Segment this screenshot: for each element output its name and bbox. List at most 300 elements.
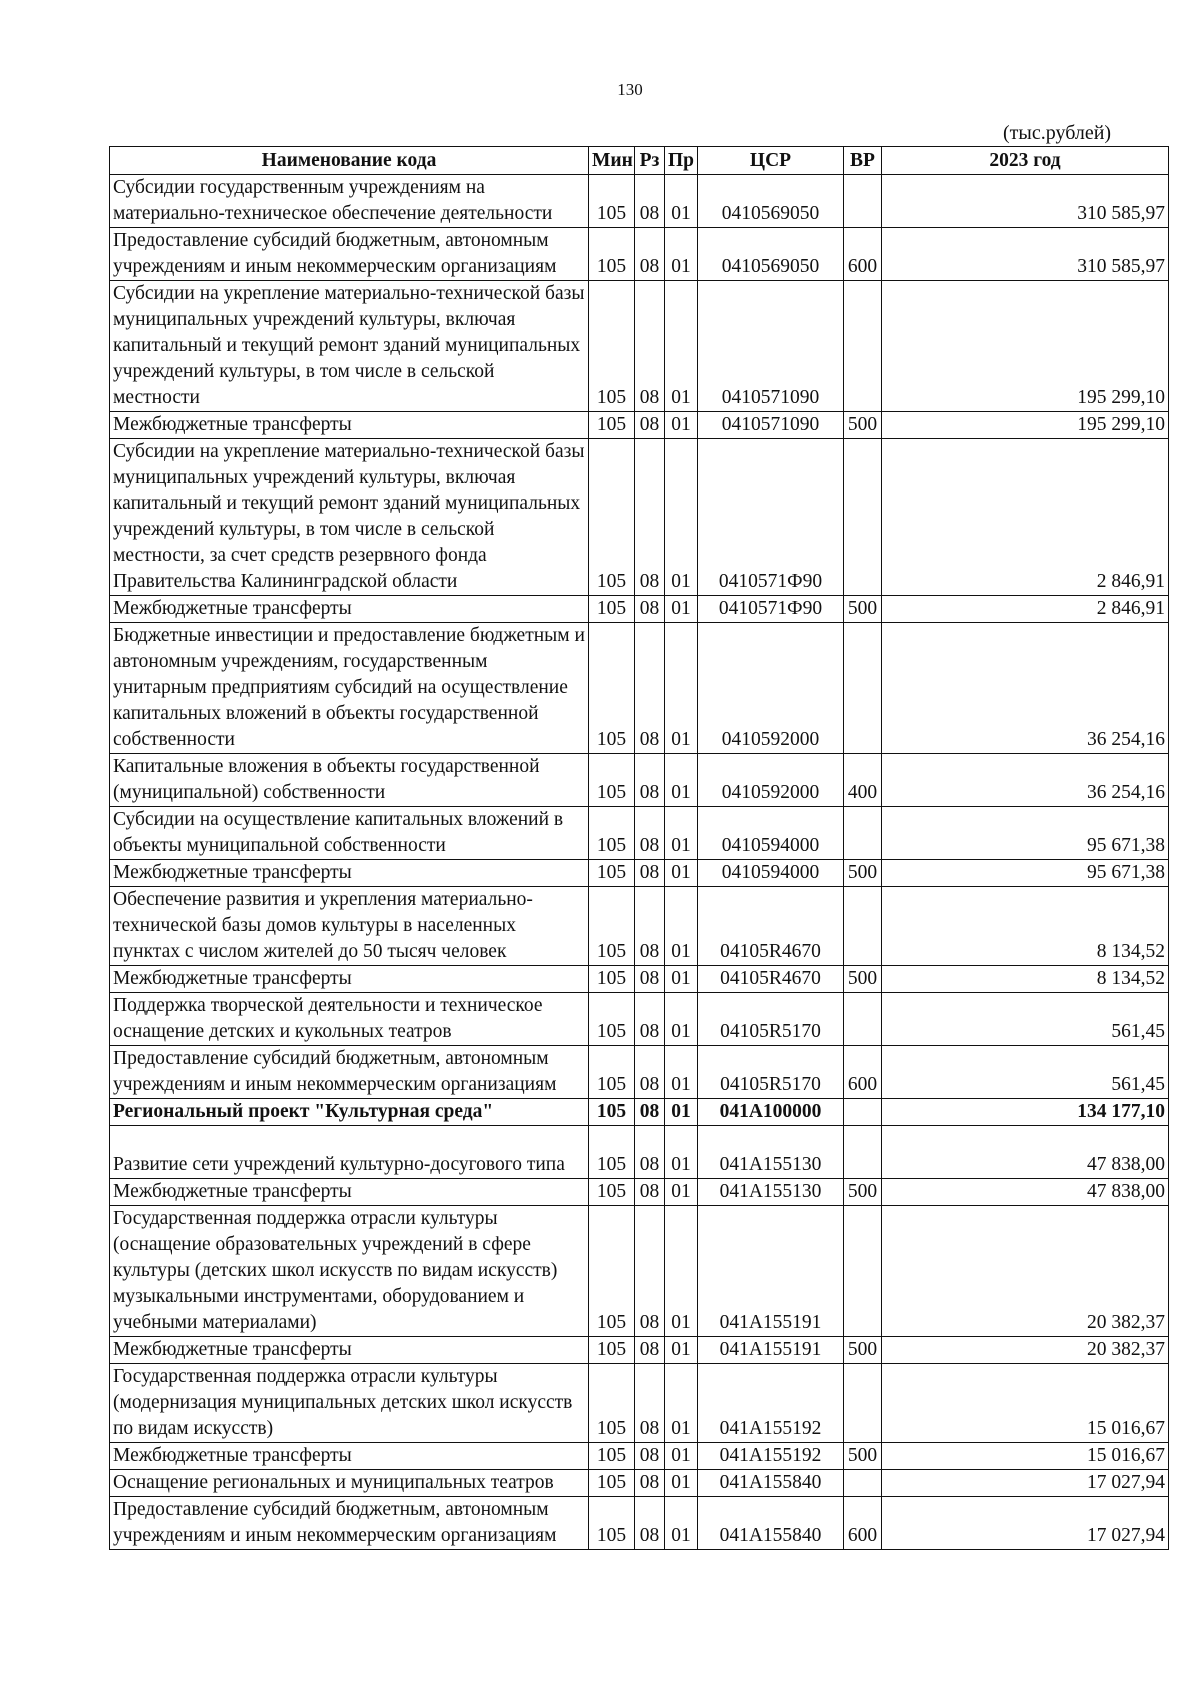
cell-min bbox=[589, 412, 635, 439]
cell-csr-text: 041A155192 bbox=[719, 1418, 822, 1439]
cell-rz-text: 08 bbox=[639, 387, 660, 408]
cell-csr-text: 0410592000 bbox=[721, 782, 820, 803]
cell-vr-text: 500 bbox=[847, 1445, 878, 1466]
cell-csr-text: 0410594000 bbox=[721, 835, 820, 856]
cell-vr bbox=[844, 1099, 882, 1126]
cell-pr bbox=[665, 412, 698, 439]
cell-pr-text: 01 bbox=[671, 1154, 691, 1175]
cell-amount-text: 195 299,10 bbox=[1077, 387, 1165, 408]
cell-min-text: 105 bbox=[596, 1074, 627, 1095]
budget-table bbox=[109, 146, 1169, 1550]
cell-rz-text: 08 bbox=[639, 1074, 660, 1095]
cell-amount-text: 15 016,67 bbox=[1087, 1418, 1165, 1439]
cell-name bbox=[110, 993, 589, 1046]
cell-amount-text: 2 846,91 bbox=[1096, 598, 1165, 619]
cell-name bbox=[110, 1046, 589, 1099]
cell-csr bbox=[698, 281, 844, 412]
header-rz: Рз bbox=[635, 147, 665, 175]
table-row bbox=[110, 1364, 1169, 1443]
cell-pr-text: 01 bbox=[671, 1525, 691, 1546]
cell-pr bbox=[665, 966, 698, 993]
table-row bbox=[110, 1126, 1169, 1179]
cell-name bbox=[110, 175, 589, 228]
cell-name-text: Региональный проект "Культурная среда" bbox=[113, 1101, 494, 1122]
cell-name-text: Обеспечение развития и укрепления материально-технической базы домов культуры в населенных пунктах с числом жителей до 50 тысяч человек bbox=[113, 889, 533, 962]
cell-min bbox=[589, 439, 635, 596]
cell-pr bbox=[665, 1099, 698, 1126]
cell-csr bbox=[698, 1443, 844, 1470]
cell-vr bbox=[844, 412, 882, 439]
cell-pr bbox=[665, 807, 698, 860]
cell-min bbox=[589, 754, 635, 807]
cell-vr-text: 500 bbox=[847, 862, 878, 883]
cell-amount bbox=[882, 1046, 1169, 1099]
cell-amount bbox=[882, 1337, 1169, 1364]
cell-csr bbox=[698, 228, 844, 281]
cell-rz-text: 08 bbox=[639, 203, 660, 224]
cell-name-text: Поддержка творческой деятельности и техническое оснащение детских и кукольных театров bbox=[113, 995, 543, 1042]
cell-amount-text: 134 177,10 bbox=[1077, 1101, 1165, 1122]
cell-pr bbox=[665, 993, 698, 1046]
cell-csr bbox=[698, 1470, 844, 1497]
cell-amount bbox=[882, 807, 1169, 860]
cell-min bbox=[589, 807, 635, 860]
cell-pr-text: 01 bbox=[671, 1101, 691, 1122]
cell-pr bbox=[665, 1046, 698, 1099]
cell-vr-text: 500 bbox=[847, 968, 878, 989]
cell-rz bbox=[635, 887, 665, 966]
cell-vr-text: 500 bbox=[847, 598, 878, 619]
cell-amount-text: 310 585,97 bbox=[1077, 256, 1165, 277]
cell-min bbox=[589, 228, 635, 281]
header-name: Наименование кода bbox=[110, 147, 589, 175]
cell-amount bbox=[882, 596, 1169, 623]
cell-rz bbox=[635, 993, 665, 1046]
cell-vr bbox=[844, 175, 882, 228]
cell-rz bbox=[635, 596, 665, 623]
table-row bbox=[110, 1206, 1169, 1337]
cell-pr-text: 01 bbox=[671, 862, 691, 883]
units-label: (тыс.рублей) bbox=[1003, 122, 1112, 144]
cell-name bbox=[110, 1364, 589, 1443]
cell-min bbox=[589, 1470, 635, 1497]
cell-csr bbox=[698, 1206, 844, 1337]
cell-name-text: Субсидии на осуществление капитальных вложений в объекты муниципальной собственности bbox=[113, 809, 564, 856]
cell-amount bbox=[882, 1099, 1169, 1126]
cell-csr bbox=[698, 1126, 844, 1179]
header-vr: ВР bbox=[844, 147, 882, 175]
cell-amount bbox=[882, 1364, 1169, 1443]
cell-name-text: Субсидии на укрепление материально-технической базы муниципальных учреждений культуры, включая капитальный и текущий ремонт зданий муниципальных учреждений культуры, в том числе в сельской местности, за счет средств резервного фонда Правительства Калининградской области bbox=[113, 441, 585, 592]
table-row bbox=[110, 596, 1169, 623]
cell-min-text: 105 bbox=[596, 862, 627, 883]
table-row bbox=[110, 412, 1169, 439]
cell-rz-text: 08 bbox=[639, 1339, 660, 1360]
cell-amount-text: 561,45 bbox=[1111, 1021, 1165, 1042]
cell-min-text: 105 bbox=[596, 1472, 627, 1493]
cell-csr bbox=[698, 966, 844, 993]
cell-csr bbox=[698, 623, 844, 754]
cell-amount bbox=[882, 887, 1169, 966]
cell-amount bbox=[882, 1206, 1169, 1337]
cell-amount bbox=[882, 754, 1169, 807]
cell-pr-text: 01 bbox=[671, 203, 691, 224]
table-row bbox=[110, 439, 1169, 596]
cell-rz-text: 08 bbox=[639, 1445, 660, 1466]
cell-name bbox=[110, 1443, 589, 1470]
cell-pr bbox=[665, 1337, 698, 1364]
cell-min-text: 105 bbox=[596, 387, 627, 408]
table-row bbox=[110, 1046, 1169, 1099]
cell-pr-text: 01 bbox=[671, 1472, 691, 1493]
cell-name-text: Субсидии на укрепление материально-технической базы муниципальных учреждений культуры, включая капитальный и текущий ремонт зданий муниципальных учреждений культуры, в том числе в сельской местности bbox=[113, 283, 585, 408]
cell-amount-text: 2 846,91 bbox=[1096, 571, 1165, 592]
cell-csr-text: 0410571090 bbox=[721, 414, 820, 435]
cell-min-text: 105 bbox=[596, 1525, 627, 1546]
cell-csr bbox=[698, 596, 844, 623]
cell-name-text: Межбюджетные трансферты bbox=[113, 414, 352, 435]
table-row bbox=[110, 807, 1169, 860]
cell-name-text: Межбюджетные трансферты bbox=[113, 598, 352, 619]
table-row bbox=[110, 1179, 1169, 1206]
cell-name bbox=[110, 281, 589, 412]
cell-min bbox=[589, 281, 635, 412]
cell-name bbox=[110, 412, 589, 439]
cell-rz bbox=[635, 175, 665, 228]
cell-name-text: Оснащение региональных и муниципальных театров bbox=[113, 1472, 554, 1493]
cell-rz-text: 08 bbox=[639, 256, 660, 277]
header-pr: Пр bbox=[665, 147, 698, 175]
cell-vr-text: 400 bbox=[847, 782, 878, 803]
cell-rz bbox=[635, 1126, 665, 1179]
cell-pr bbox=[665, 887, 698, 966]
cell-vr bbox=[844, 807, 882, 860]
cell-min-text: 105 bbox=[596, 1021, 627, 1042]
cell-csr-text: 041A155840 bbox=[719, 1525, 822, 1546]
cell-min-text: 105 bbox=[596, 598, 627, 619]
cell-min bbox=[589, 1046, 635, 1099]
cell-csr-text: 0410571Ф90 bbox=[718, 571, 823, 592]
cell-pr bbox=[665, 1179, 698, 1206]
cell-amount bbox=[882, 993, 1169, 1046]
header-csr: ЦСР bbox=[698, 147, 844, 175]
cell-amount bbox=[882, 439, 1169, 596]
cell-min bbox=[589, 1443, 635, 1470]
cell-pr bbox=[665, 623, 698, 754]
cell-vr bbox=[844, 1364, 882, 1443]
cell-amount bbox=[882, 281, 1169, 412]
cell-vr-text: 600 bbox=[847, 1074, 878, 1095]
cell-min bbox=[589, 966, 635, 993]
cell-vr bbox=[844, 860, 882, 887]
cell-name-text: Государственная поддержка отрасли культуры (оснащение образовательных учреждений в сфере культуры (детских школ искусств по видам искусств) музыкальными инструментами, оборудованием и учебными материалами) bbox=[113, 1208, 558, 1333]
cell-rz-text: 08 bbox=[639, 941, 660, 962]
cell-rz-text: 08 bbox=[639, 1181, 660, 1202]
cell-rz-text: 08 bbox=[639, 1525, 660, 1546]
cell-name-text: Субсидии государственным учреждениям на материально-техническое обеспечение деятельности bbox=[113, 177, 553, 224]
cell-name bbox=[110, 228, 589, 281]
cell-csr bbox=[698, 175, 844, 228]
cell-name bbox=[110, 1179, 589, 1206]
cell-rz bbox=[635, 1046, 665, 1099]
cell-name-text: Предоставление субсидий бюджетным, автономным учреждениям и иным некоммерческим организациям bbox=[113, 1499, 557, 1546]
cell-min bbox=[589, 1364, 635, 1443]
cell-amount bbox=[882, 860, 1169, 887]
table-row bbox=[110, 993, 1169, 1046]
cell-rz-text: 08 bbox=[639, 414, 660, 435]
cell-name-text: Бюджетные инвестиции и предоставление бюджетным и автономным учреждениям, государственным унитарным предприятиям субсидий на осуществление капитальных вложений в объекты государственной собственности bbox=[113, 625, 585, 750]
cell-name-text: Межбюджетные трансферты bbox=[113, 1181, 352, 1202]
cell-pr bbox=[665, 1364, 698, 1443]
cell-pr-text: 01 bbox=[671, 598, 691, 619]
cell-csr-text: 0410594000 bbox=[721, 862, 820, 883]
cell-csr-text: 0410569050 bbox=[721, 256, 820, 277]
cell-min-text: 105 bbox=[596, 1445, 627, 1466]
cell-min-text: 105 bbox=[596, 835, 627, 856]
cell-vr bbox=[844, 1126, 882, 1179]
cell-amount-text: 17 027,94 bbox=[1087, 1525, 1165, 1546]
table-row bbox=[110, 1497, 1169, 1550]
cell-pr bbox=[665, 754, 698, 807]
cell-min-text: 105 bbox=[596, 941, 627, 962]
cell-min bbox=[589, 993, 635, 1046]
cell-pr bbox=[665, 1126, 698, 1179]
cell-csr-text: 041A155130 bbox=[719, 1154, 822, 1175]
cell-rz-text: 08 bbox=[639, 1418, 660, 1439]
cell-csr bbox=[698, 412, 844, 439]
cell-amount-text: 47 838,00 bbox=[1087, 1154, 1165, 1175]
cell-pr bbox=[665, 439, 698, 596]
cell-min bbox=[589, 1179, 635, 1206]
cell-rz bbox=[635, 1364, 665, 1443]
cell-amount bbox=[882, 412, 1169, 439]
cell-csr-text: 0410571Ф90 bbox=[718, 598, 823, 619]
cell-pr bbox=[665, 596, 698, 623]
table-row bbox=[110, 754, 1169, 807]
cell-pr-text: 01 bbox=[671, 1418, 691, 1439]
cell-min-text: 105 bbox=[596, 782, 627, 803]
cell-name bbox=[110, 860, 589, 887]
cell-name-text: Межбюджетные трансферты bbox=[113, 1339, 352, 1360]
table-row bbox=[110, 175, 1169, 228]
cell-csr-text: 041A155840 bbox=[719, 1472, 822, 1493]
cell-pr-text: 01 bbox=[671, 941, 691, 962]
cell-pr-text: 01 bbox=[671, 1312, 691, 1333]
cell-min-text: 105 bbox=[596, 571, 627, 592]
cell-name-text: Межбюджетные трансферты bbox=[113, 862, 352, 883]
cell-name-text: Межбюджетные трансферты bbox=[113, 1445, 352, 1466]
cell-amount bbox=[882, 1497, 1169, 1550]
table-row bbox=[110, 966, 1169, 993]
cell-amount bbox=[882, 228, 1169, 281]
cell-vr bbox=[844, 1046, 882, 1099]
table-header-row bbox=[110, 147, 1169, 175]
cell-amount-text: 47 838,00 bbox=[1087, 1181, 1165, 1202]
cell-name bbox=[110, 1337, 589, 1364]
cell-amount bbox=[882, 966, 1169, 993]
cell-vr bbox=[844, 887, 882, 966]
cell-name-text: Предоставление субсидий бюджетным, автономным учреждениям и иным некоммерческим организациям bbox=[113, 1048, 557, 1095]
cell-min-text: 105 bbox=[596, 968, 627, 989]
cell-pr bbox=[665, 281, 698, 412]
cell-min-text: 105 bbox=[596, 414, 627, 435]
cell-csr-text: 041A100000 bbox=[719, 1101, 822, 1122]
cell-csr-text: 04105R5170 bbox=[720, 1021, 821, 1042]
cell-amount-text: 17 027,94 bbox=[1087, 1472, 1165, 1493]
cell-csr bbox=[698, 1364, 844, 1443]
cell-amount-text: 95 671,38 bbox=[1087, 835, 1165, 856]
table-row bbox=[110, 228, 1169, 281]
cell-rz bbox=[635, 1443, 665, 1470]
cell-min-text: 105 bbox=[596, 1339, 627, 1360]
cell-rz bbox=[635, 1497, 665, 1550]
table-row bbox=[110, 887, 1169, 966]
cell-vr bbox=[844, 439, 882, 596]
cell-rz-text: 08 bbox=[639, 1312, 660, 1333]
cell-name bbox=[110, 1099, 589, 1126]
cell-rz bbox=[635, 807, 665, 860]
cell-name bbox=[110, 596, 589, 623]
cell-rz-text: 08 bbox=[639, 598, 660, 619]
cell-min bbox=[589, 623, 635, 754]
cell-amount-text: 15 016,67 bbox=[1087, 1445, 1165, 1466]
cell-pr-text: 01 bbox=[671, 835, 691, 856]
cell-min bbox=[589, 860, 635, 887]
cell-pr-text: 01 bbox=[671, 256, 691, 277]
cell-csr bbox=[698, 1099, 844, 1126]
cell-rz-text: 08 bbox=[639, 862, 660, 883]
cell-vr-text: 500 bbox=[847, 1339, 878, 1360]
cell-amount-text: 36 254,16 bbox=[1087, 729, 1165, 750]
cell-vr bbox=[844, 1497, 882, 1550]
cell-csr-text: 041A155130 bbox=[719, 1181, 822, 1202]
cell-name-text: Развитие сети учреждений культурно-досугового типа bbox=[113, 1154, 565, 1175]
cell-vr-text: 600 bbox=[847, 256, 878, 277]
cell-vr bbox=[844, 1470, 882, 1497]
cell-min-text: 105 bbox=[596, 729, 627, 750]
cell-pr-text: 01 bbox=[671, 414, 691, 435]
header-amount: 2023 год bbox=[882, 147, 1169, 175]
cell-vr bbox=[844, 1443, 882, 1470]
cell-amount bbox=[882, 1126, 1169, 1179]
cell-rz-text: 08 bbox=[639, 835, 660, 856]
cell-min bbox=[589, 175, 635, 228]
cell-csr bbox=[698, 887, 844, 966]
cell-amount-text: 8 134,52 bbox=[1096, 941, 1165, 962]
cell-rz-text: 08 bbox=[639, 1021, 660, 1042]
cell-rz-text: 08 bbox=[639, 1101, 660, 1122]
cell-min-text: 105 bbox=[596, 1154, 627, 1175]
cell-amount bbox=[882, 623, 1169, 754]
cell-min bbox=[589, 596, 635, 623]
cell-pr bbox=[665, 175, 698, 228]
cell-vr-text: 500 bbox=[847, 414, 878, 435]
cell-rz-text: 08 bbox=[639, 1472, 660, 1493]
cell-rz bbox=[635, 860, 665, 887]
cell-csr-text: 0410592000 bbox=[721, 729, 820, 750]
cell-vr bbox=[844, 1337, 882, 1364]
cell-pr-text: 01 bbox=[671, 1181, 691, 1202]
cell-min-text: 105 bbox=[596, 1312, 627, 1333]
cell-name-text: Капитальные вложения в объекты государственной (муниципальной) собственности bbox=[113, 756, 540, 803]
cell-csr bbox=[698, 1337, 844, 1364]
cell-csr-text: 04105R4670 bbox=[720, 941, 821, 962]
cell-vr bbox=[844, 754, 882, 807]
cell-csr bbox=[698, 860, 844, 887]
cell-name bbox=[110, 754, 589, 807]
cell-name-text: Государственная поддержка отрасли культуры (модернизация муниципальных детских школ искусств по видам искусств) bbox=[113, 1366, 573, 1439]
cell-rz-text: 08 bbox=[639, 571, 660, 592]
table-row bbox=[110, 623, 1169, 754]
cell-pr bbox=[665, 1497, 698, 1550]
cell-amount-text: 20 382,37 bbox=[1087, 1312, 1165, 1333]
cell-rz bbox=[635, 1470, 665, 1497]
cell-name bbox=[110, 1126, 589, 1179]
cell-csr-text: 0410569050 bbox=[721, 203, 820, 224]
cell-csr bbox=[698, 754, 844, 807]
cell-amount-text: 95 671,38 bbox=[1087, 862, 1165, 883]
cell-csr bbox=[698, 439, 844, 596]
cell-csr-text: 04105R4670 bbox=[720, 968, 821, 989]
cell-name-text: Межбюджетные трансферты bbox=[113, 968, 352, 989]
cell-min bbox=[589, 887, 635, 966]
cell-rz bbox=[635, 623, 665, 754]
cell-name bbox=[110, 439, 589, 596]
cell-rz bbox=[635, 966, 665, 993]
cell-pr bbox=[665, 1443, 698, 1470]
cell-pr-text: 01 bbox=[671, 387, 691, 408]
cell-csr-text: 0410571090 bbox=[721, 387, 820, 408]
cell-min bbox=[589, 1099, 635, 1126]
cell-rz bbox=[635, 439, 665, 596]
cell-pr-text: 01 bbox=[671, 729, 691, 750]
cell-vr bbox=[844, 1206, 882, 1337]
cell-pr-text: 01 bbox=[671, 782, 691, 803]
cell-rz bbox=[635, 1206, 665, 1337]
table-row bbox=[110, 281, 1169, 412]
cell-name bbox=[110, 966, 589, 993]
table-row bbox=[110, 1099, 1169, 1126]
cell-rz-text: 08 bbox=[639, 1154, 660, 1175]
cell-pr-text: 01 bbox=[671, 1339, 691, 1360]
cell-pr bbox=[665, 1470, 698, 1497]
cell-rz-text: 08 bbox=[639, 729, 660, 750]
cell-vr bbox=[844, 623, 882, 754]
cell-amount bbox=[882, 1443, 1169, 1470]
cell-pr-text: 01 bbox=[671, 1021, 691, 1042]
cell-amount-text: 36 254,16 bbox=[1087, 782, 1165, 803]
cell-pr bbox=[665, 228, 698, 281]
cell-name bbox=[110, 1206, 589, 1337]
table-row bbox=[110, 1337, 1169, 1364]
cell-min-text: 105 bbox=[596, 1418, 627, 1439]
cell-min bbox=[589, 1337, 635, 1364]
cell-vr bbox=[844, 281, 882, 412]
cell-vr-text: 600 bbox=[847, 1525, 878, 1546]
cell-pr bbox=[665, 860, 698, 887]
cell-vr bbox=[844, 993, 882, 1046]
cell-amount-text: 20 382,37 bbox=[1087, 1339, 1165, 1360]
cell-name bbox=[110, 1470, 589, 1497]
cell-amount bbox=[882, 1470, 1169, 1497]
cell-min-text: 105 bbox=[596, 203, 627, 224]
table-row bbox=[110, 1443, 1169, 1470]
cell-pr bbox=[665, 1206, 698, 1337]
cell-name bbox=[110, 623, 589, 754]
page-number: 130 bbox=[617, 80, 643, 99]
cell-rz-text: 08 bbox=[639, 968, 660, 989]
cell-name bbox=[110, 807, 589, 860]
